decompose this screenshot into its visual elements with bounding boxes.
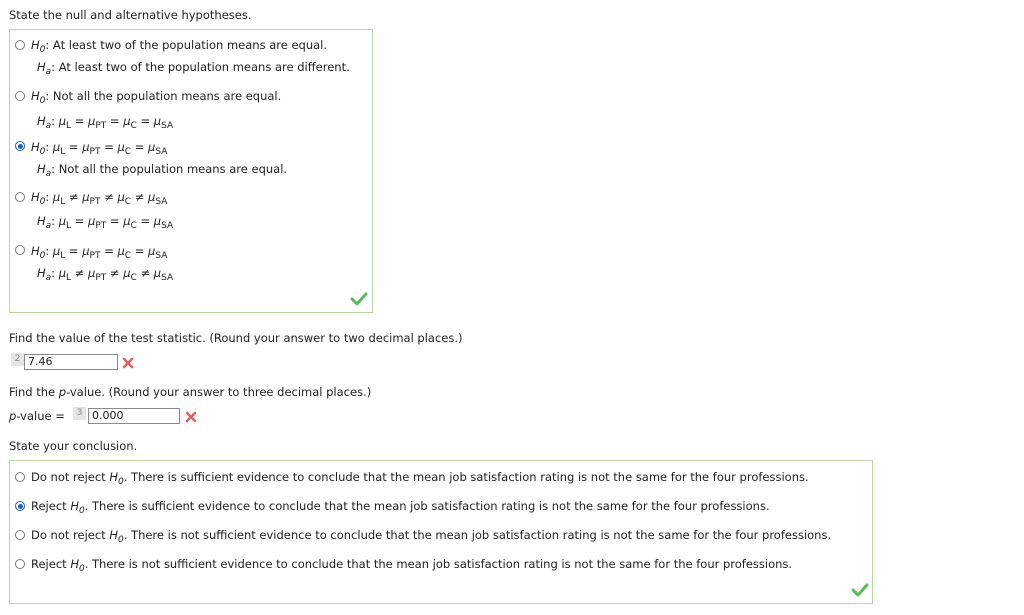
test-statistic-input[interactable]: 7.46 <box>24 354 118 370</box>
q1-option-1-ha: $H_a$: At least two of the population means are different. <box>37 60 350 77</box>
q4-option-1-text: Do not reject $H_0$. There is sufficient evidence to conclude that the mean job satisfaction rating is not the same for the four professions. <box>31 470 809 487</box>
q1-option-2-radio[interactable] <box>15 91 25 101</box>
q4-option-4-text: Reject $H_0$. There is not sufficient evidence to conclude that the mean job satisfaction rating is not the same for the four professions. <box>31 557 793 574</box>
q4-option-1-radio[interactable] <box>15 472 25 482</box>
q1-option-5-radio[interactable] <box>15 245 25 255</box>
q3-attempt-badge: 3 <box>73 407 86 420</box>
q4-option-3-text: Do not reject $H_0$. There is not sufficient evidence to conclude that the mean job satisfaction rating is not the same for the four professions. <box>31 528 832 545</box>
q4-answer-box <box>9 460 873 604</box>
q1-option-2-h0: $H_0$: Not all the population means are equal. <box>31 89 282 106</box>
q1-option-3-radio[interactable] <box>15 141 25 151</box>
q2-prompt: Find the value of the test statistic. (Round your answer to two decimal places.) <box>9 331 463 345</box>
q4-option-3-radio[interactable] <box>15 530 25 540</box>
q1-option-4-radio[interactable] <box>15 192 25 202</box>
q4-prompt: State your conclusion. <box>9 439 138 453</box>
q3-prompt: Find the p-value. (Round your answer to three decimal places.) <box>9 385 372 399</box>
q1-option-4-ha: $H_a$: $\mu_L = \mu_{PT} = \mu_C = \mu_{SA}$ <box>37 214 174 231</box>
q1-option-2-ha: $H_a$: $\mu_L = \mu_{PT} = \mu_C = \mu_{SA}$ <box>37 114 174 131</box>
q1-option-1-radio[interactable] <box>15 40 25 50</box>
incorrect-x-icon <box>185 411 197 423</box>
q1-option-3-ha: $H_a$: Not all the population means are equal. <box>37 162 288 179</box>
q4-option-2-text: Reject $H_0$. There is sufficient evidence to conclude that the mean job satisfaction rating is not the same for the four professions. <box>31 499 770 516</box>
p-value-label: p-value = <box>9 409 65 423</box>
q1-option-5-h0: $H_0$: $\mu_L = \mu_{PT} = \mu_C = \mu_{SA}$ <box>31 244 168 261</box>
correct-check-icon <box>851 583 869 597</box>
q1-answer-box <box>9 29 373 313</box>
q1-option-4-h0: $H_0$: $\mu_L \ne \mu_{PT} \ne \mu_C \ne \mu_{SA}$ <box>31 190 168 207</box>
q1-option-5-ha: $H_a$: $\mu_L \ne \mu_{PT} \ne \mu_C \ne \mu_{SA}$ <box>37 266 174 283</box>
q4-option-2-radio[interactable] <box>15 501 25 511</box>
q1-prompt: State the null and alternative hypotheses. <box>9 8 252 22</box>
q4-option-4-radio[interactable] <box>15 559 25 569</box>
q1-option-3-h0: $H_0$: $\mu_L = \mu_{PT} = \mu_C = \mu_{SA}$ <box>31 140 168 157</box>
p-value-input[interactable]: 0.000 <box>88 408 180 424</box>
q1-option-1-h0: $H_0$: At least two of the population means are equal. <box>31 38 328 55</box>
correct-check-icon <box>350 292 368 306</box>
q2-attempt-badge: 2 <box>11 353 24 366</box>
incorrect-x-icon <box>122 357 134 369</box>
